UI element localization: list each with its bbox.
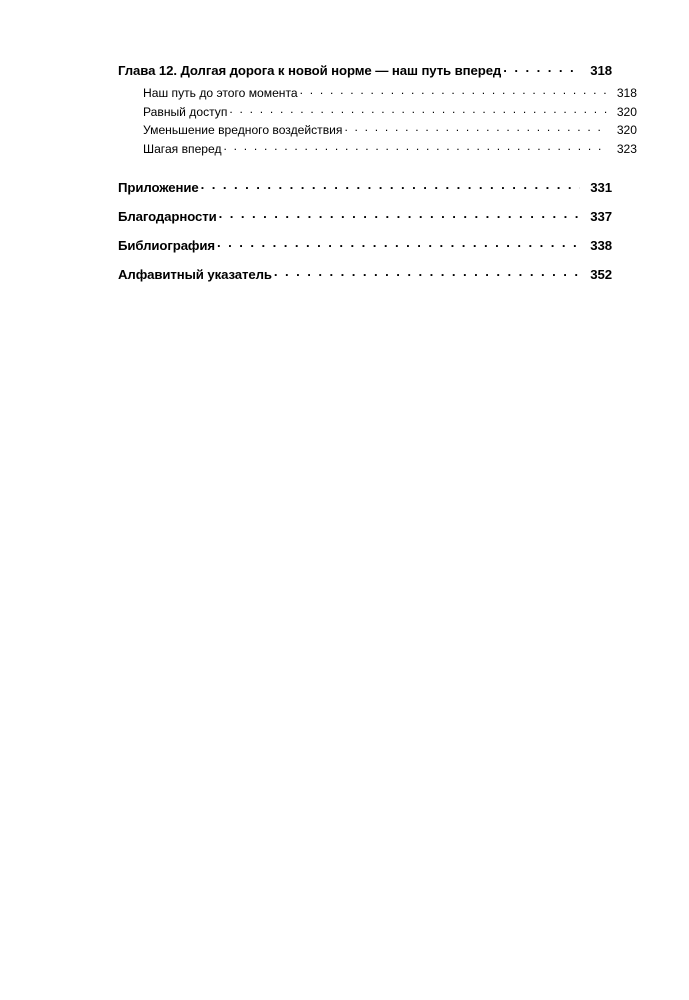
spacer [118,160,612,179]
toc-entry-page: 331 [590,179,612,195]
toc-subentry-title: Уменьшение вредного воздействия [143,123,343,138]
toc-subentry-page: 323 [616,142,637,157]
dot-leader [229,104,607,116]
dot-leader [219,208,580,221]
toc-entry-chapter-12[interactable] [118,62,612,78]
toc-entry-title: Библиография [118,238,215,254]
toc-subentry-page: 318 [616,86,637,101]
toc-subentry-page: 320 [616,104,637,119]
dot-leader [224,141,607,153]
toc-subentry-3[interactable] [143,122,637,137]
spacer [118,224,612,237]
toc-backmatter-block [118,179,612,283]
toc-entry-title: Глава 12. Долгая дорога к новой норме — наш путь вперед [118,63,502,79]
toc-entry-index[interactable] [118,266,612,282]
toc-entry-page: 338 [590,238,612,254]
toc-entry-appendix[interactable] [118,179,612,195]
spacer [118,253,612,266]
dot-leader [274,266,580,279]
toc-entry-title: Алфавитный указатель [118,267,272,283]
dot-leader [201,179,580,192]
toc-subentry-title: Равный доступ [143,104,228,119]
toc-entry-page: 352 [590,267,612,283]
spacer [118,195,612,208]
toc-subentry-4[interactable] [143,141,637,156]
dot-leader [344,122,607,134]
toc-subentry-title: Шагая вперед [143,142,222,157]
toc-chapter-block [118,62,637,157]
toc-entry-title: Благодарности [118,208,217,224]
dot-leader [503,62,580,75]
toc-entry-bibliography[interactable] [118,237,612,253]
dot-leader [217,237,580,250]
toc-entry-title: Приложение [118,179,199,195]
dot-leader [300,85,607,97]
toc-subentry-title: Наш путь до этого момента [143,86,298,101]
toc-subentry-2[interactable] [143,104,637,119]
toc-entry-acknowledgements[interactable] [118,208,612,224]
toc-subentry-1[interactable] [143,85,637,100]
toc-subentry-page: 320 [616,123,637,138]
toc-entry-page: 337 [590,208,612,224]
table-of-contents [118,62,637,283]
toc-entry-page: 318 [590,63,612,79]
